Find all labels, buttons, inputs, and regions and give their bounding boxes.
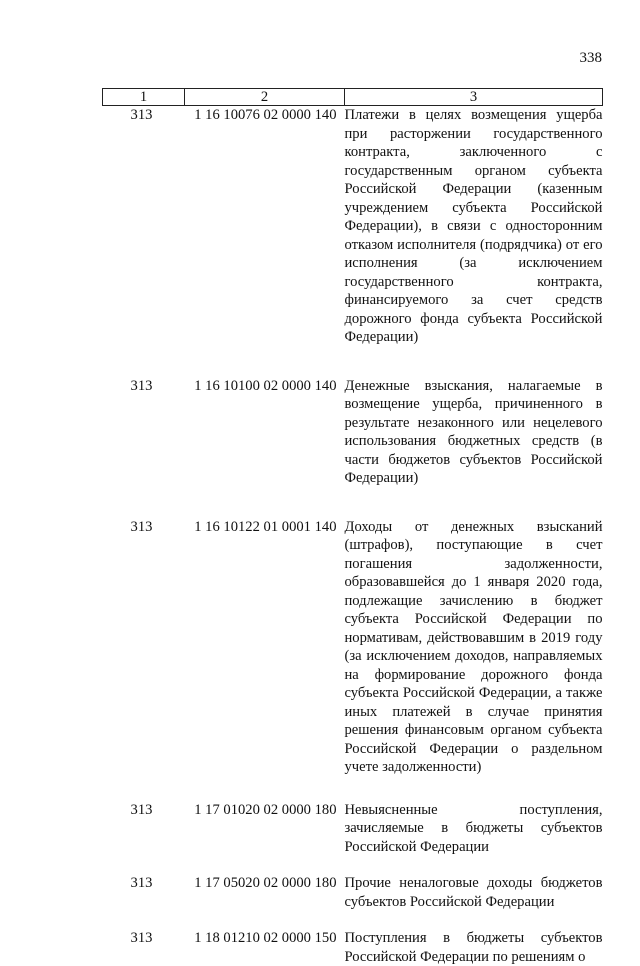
budget-classification-code: 1 18 01210 02 0000 150 bbox=[194, 930, 337, 946]
column-header-1: 1 bbox=[103, 89, 185, 106]
table-row bbox=[103, 929, 603, 966]
admin-code: 313 bbox=[130, 518, 153, 535]
budget-classification-code: 1 16 10100 02 0000 140 bbox=[194, 377, 337, 394]
revenue-description: Невыясненные поступления, зачисляемые в бюджеты субъектов Российской Федерации bbox=[344, 801, 603, 855]
budget-classification-code: 1 17 01020 02 0000 180 bbox=[194, 801, 337, 818]
budget-classification-code: 1 17 05020 02 0000 180 bbox=[194, 875, 337, 891]
revenue-description: Платежи в целях возмещения ущерба при расторжении государственного контракта, заключенного с государственным органом субъекта Российской Федерации (казенным учреждением субъекта Российской Федерации), в связи с односторонним отказом исполнителя (подрядчика) от его исполнения (за исключением государственного контракта, финансируемого за счет средств дорожного фонда субъекта Российской Федерации) bbox=[344, 107, 603, 345]
table-header-row bbox=[103, 89, 603, 106]
revenue-codes-table bbox=[102, 88, 603, 966]
table-row bbox=[103, 377, 603, 518]
revenue-description: Прочие неналоговые доходы бюджетов субъектов Российской Федерации bbox=[344, 875, 603, 910]
admin-code: 313 bbox=[130, 107, 153, 123]
revenue-description: Доходы от денежных взысканий (штрафов), поступающие в счет погашения задолженности, образовавшейся до 1 января 2020 года, подлежащие зачислению в бюджет субъекта Российской Федерации по нормативам, действовавшим в 2019 году (за исключением доходов, направляемых на формирование дорожного фонда субъекта Российской Федерации, а также иных платежей в случае принятия решения финансовым органом субъекта Российской Федерации о раздельном учете задолженности) bbox=[344, 518, 603, 775]
admin-code: 313 bbox=[130, 377, 153, 394]
table-row bbox=[103, 518, 603, 801]
revenue-description: Поступления в бюджеты субъектов Российской Федерации по решениям о bbox=[344, 930, 603, 965]
revenue-description: Денежные взыскания, налагаемые в возмещение ущерба, причиненного в результате незаконного или нецелевого использования бюджетных средств (в части бюджетов субъектов Российской Федерации) bbox=[344, 377, 603, 486]
table-row bbox=[103, 106, 603, 377]
column-header-2: 2 bbox=[185, 89, 345, 106]
admin-code: 313 bbox=[130, 875, 153, 891]
table-row bbox=[103, 801, 603, 875]
budget-classification-code: 1 16 10122 01 0001 140 bbox=[194, 518, 337, 535]
page-number: 338 bbox=[579, 50, 602, 66]
budget-classification-code: 1 16 10076 02 0000 140 bbox=[194, 107, 337, 123]
table-row bbox=[103, 874, 603, 929]
column-header-3: 3 bbox=[345, 89, 603, 106]
admin-code: 313 bbox=[130, 930, 153, 946]
admin-code: 313 bbox=[130, 801, 153, 818]
